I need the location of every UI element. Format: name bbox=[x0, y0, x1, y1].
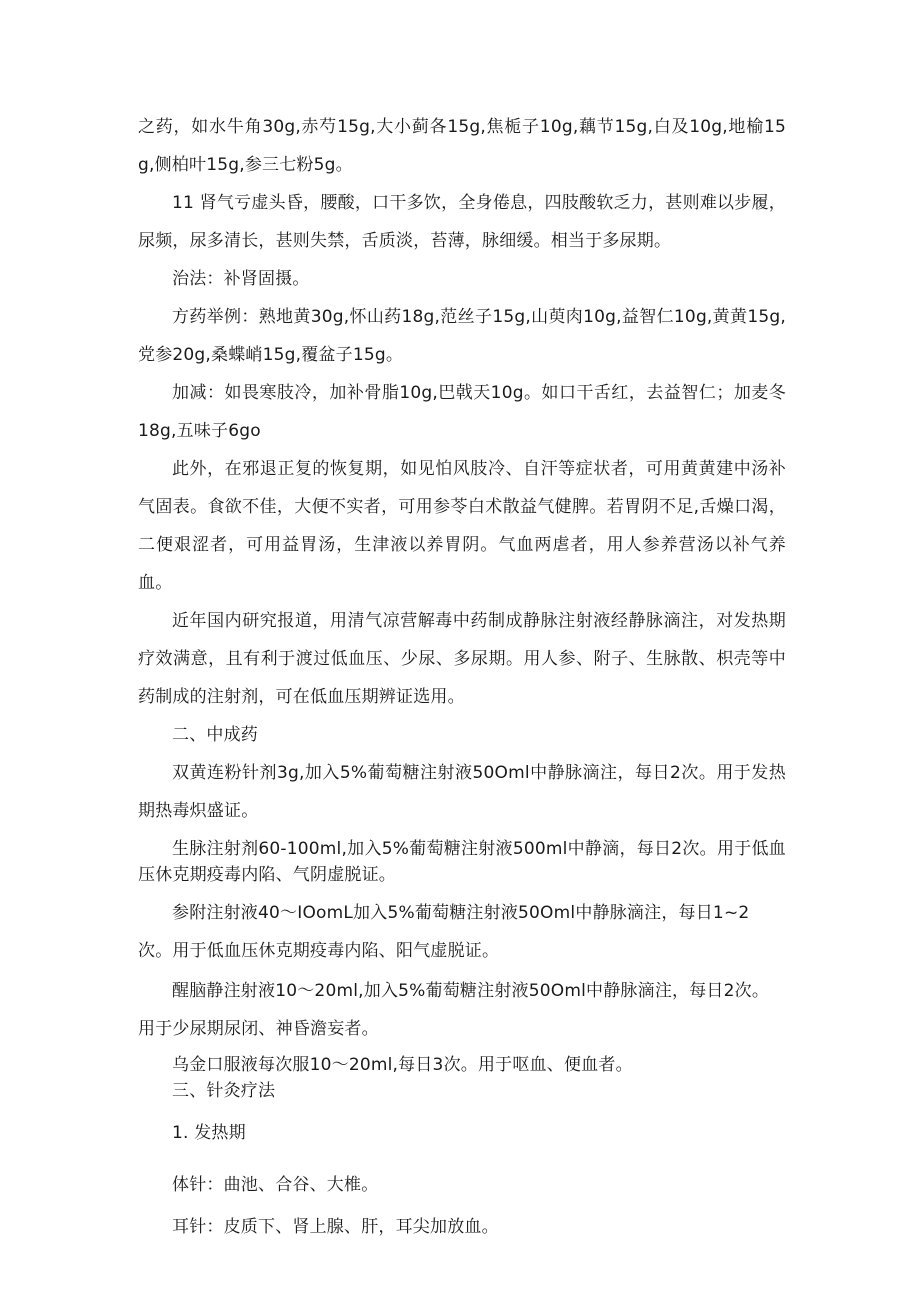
document-body bbox=[138, 108, 786, 1246]
paragraph-wujin-oral-liquid: 乌金口服液每次服10～20ml,每日3次。用于呕血、便血者。 bbox=[172, 1055, 633, 1075]
paragraph-kidney-qi-deficiency: 11 肾气亏虚头昏，腰酸，口干多饮，全身倦息，四肢酸软乏力，甚则难以步履，尿频，尿多清长，甚则失禁，舌质淡，苔薄，脉细缓。相当于多尿期。 bbox=[138, 193, 786, 251]
paragraph-prescription-continued: 之药，如水牛角30g,赤芍15g,大小蓟各15g,焦栀子10g,藕节15g,白及10g,地榆15g,侧柏叶15g,参三七粉5g。 bbox=[138, 117, 786, 175]
paragraph-domestic-research: 近年国内研究报道，用清气凉营解毒中药制成静脉注射液经静脉滴注，对发热期疗效满意，且有利于渡过低血压、少尿、多尿期。用人参、附子、生脉散、枳壳等中药制成的注射剂，可在低血压期辨证选用。 bbox=[138, 611, 786, 707]
paragraph-shuanghuanglian: 双黄连粉针剂3g,加入5%葡萄糖注射液50Oml中静脉滴注，每日2次。用于发热期热毒炽盛证。 bbox=[138, 763, 786, 821]
paragraph-shenfu-injection: 参附注射液40～IOomL加入5%葡萄糖注射液50Oml中静脉滴注，每日1~2 bbox=[172, 903, 750, 923]
paragraph-xingnaojing-injection: 醒脑静注射液10～20ml,加入5%葡萄糖注射液50Oml中静脉滴注，每日2次。 bbox=[172, 981, 770, 1001]
paragraph-treatment-method: 治法：补肾固摄。 bbox=[172, 269, 310, 289]
paragraph-body-acupuncture: 体针：曲池、合谷、大椎。 bbox=[172, 1175, 379, 1195]
paragraph-ear-acupuncture: 耳针：皮质下、肾上腺、肝，耳尖加放血。 bbox=[172, 1217, 499, 1237]
paragraph-recovery-period: 此外，在邪退正复的恢复期，如见怕风肢冷、自汗等症状者，可用黄黄建中汤补气固表。食欲不佳，大便不实者，可用参苓白术散益气健脾。若胃阴不足,舌燥口渴，二便艰涩者，可用益胃汤，生津液以养胃阴。气血两虐者，用人参养营汤以补气养血。 bbox=[138, 459, 786, 593]
section-heading-patent-medicine: 二、中成药 bbox=[172, 725, 258, 745]
paragraph-prescription-example: 方药举例：熟地黄30g,怀山药18g,范丝子15g,山萸肉10g,益智仁10g,黄黄15g,党参20g,桑蝶峭15g,覆盆子15g。 bbox=[138, 307, 786, 365]
paragraph-modification: 加减：如畏寒肢冷，加补骨脂10g,巴戟天10g。如口干舌红，去益智仁；加麦冬18g,五味子6go bbox=[138, 383, 786, 441]
paragraph-xingnaojing-injection-cont: 用于少尿期尿闭、神昏澹妄者。 bbox=[138, 1019, 379, 1039]
paragraph-shenfu-injection-cont: 次。用于低血压休克期疫毒内陷、阳气虚脱证。 bbox=[138, 941, 500, 961]
subheading-fever-stage: 1. 发热期 bbox=[172, 1123, 246, 1143]
paragraph-shengmai-injection: 生脉注射剂60-100ml,加入5%葡萄糖注射液500ml中静滴，每日2次。用于低血压休克期疫毒内陷、气阴虚脱证。 bbox=[138, 839, 786, 885]
section-heading-acupuncture: 三、针灸疗法 bbox=[172, 1081, 276, 1101]
